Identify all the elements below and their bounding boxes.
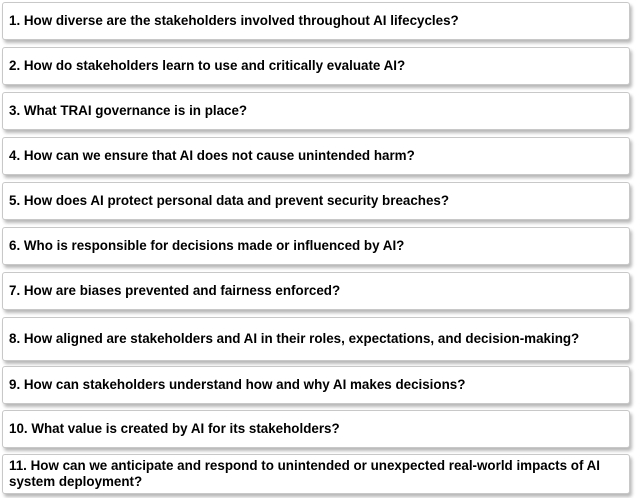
question-text: 5. How does AI protect personal data and prevent security breaches?	[9, 193, 450, 208]
question-card-2	[2, 47, 630, 85]
question-text: 2. How do stakeholders learn to use and critically evaluate AI?	[9, 58, 406, 73]
question-text: 9. How can stakeholders understand how and why AI makes decisions?	[9, 377, 466, 392]
question-card-10	[2, 410, 630, 448]
question-card-11	[2, 454, 630, 494]
question-card-4	[2, 137, 630, 175]
question-text: 3. What TRAI governance is in place?	[9, 103, 248, 118]
question-text: 8. How aligned are stakeholders and AI in their roles, expectations, and decision-making?	[9, 331, 580, 346]
question-card-5	[2, 182, 630, 220]
question-card-6	[2, 227, 630, 265]
question-text: 7. How are biases prevented and fairness enforced?	[9, 283, 341, 298]
question-text: 6. Who is responsible for decisions made or influenced by AI?	[9, 238, 405, 253]
question-text: 11. How can we anticipate and respond to unintended or unexpected real-world impacts of AI system deployment?	[9, 458, 601, 489]
question-text: 4. How can we ensure that AI does not cause unintended harm?	[9, 148, 415, 163]
question-text: 10. What value is created by AI for its stakeholders?	[9, 421, 340, 436]
question-card-9	[2, 366, 630, 404]
question-card-3	[2, 92, 630, 130]
question-card-8	[2, 317, 630, 361]
question-text: 1. How diverse are the stakeholders involved throughout AI lifecycles?	[9, 13, 459, 28]
question-card-7	[2, 272, 630, 310]
question-card-1	[2, 2, 630, 40]
